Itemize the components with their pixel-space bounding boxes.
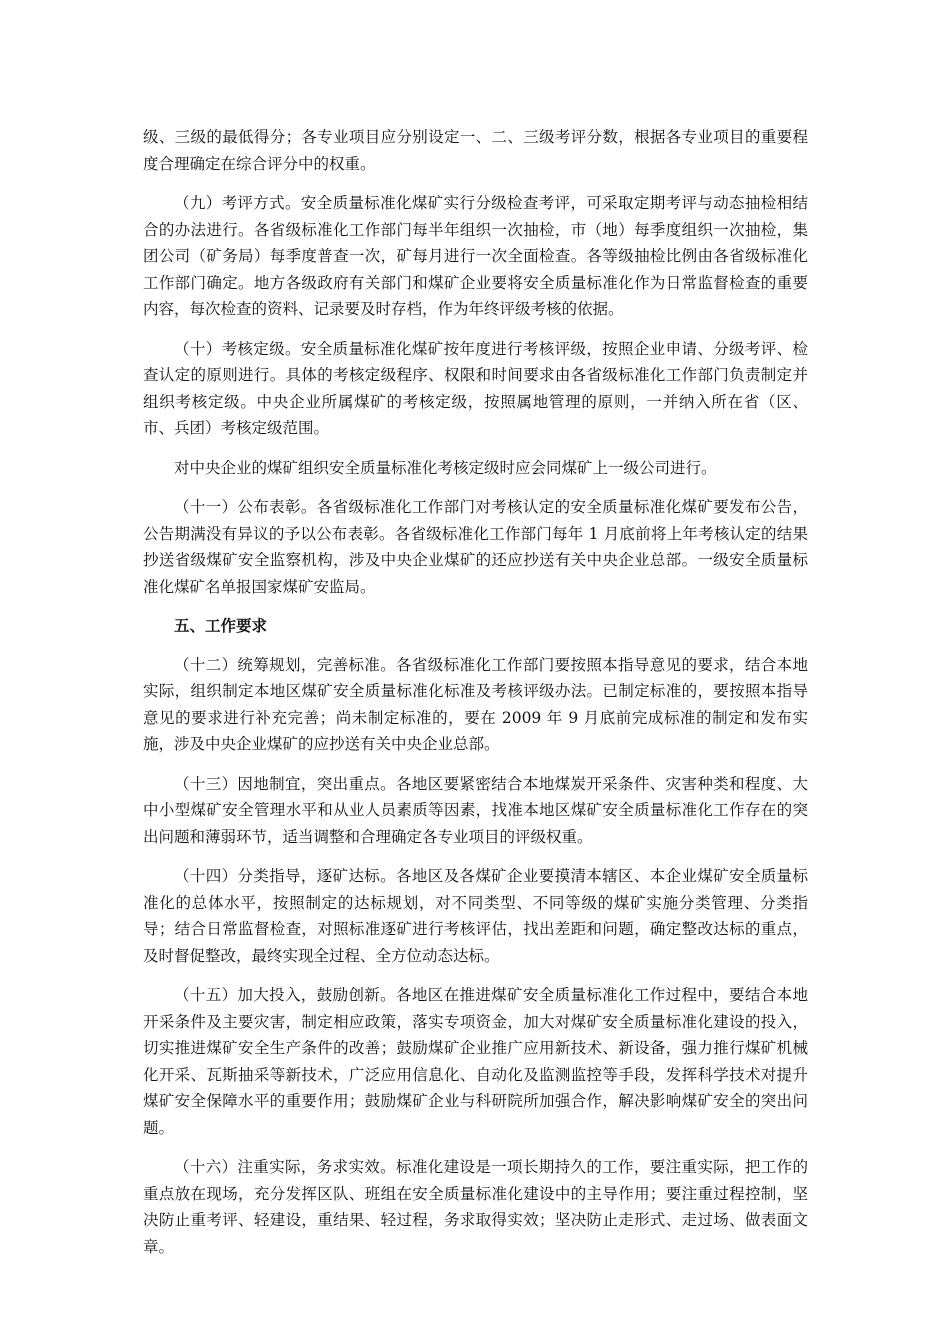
paragraph-continuation: 级、三级的最低得分；各专业项目应分别设定一、二、三级考评分数，根据各专业项目的重要程度合理确定在综合评分中的权重。: [143, 128, 808, 173]
paragraph-item-12: （十二）统筹规划，完善标准。各省级标准化工作部门要按照本指导意见的要求，结合本地实际，组织制定本地区煤矿安全质量标准化标准及考核评级办法。已制定标准的，要按照本指导意见的要求进行补充完善；尚未制定标准的，要在 2009 年 9 月底前完成标准的制定和发布实施，涉及中央企业煤矿的应抄送有关中央企业总部。: [143, 655, 808, 753]
section-heading-work-requirements: 五、工作要求: [174, 617, 268, 635]
paragraph-item-15: （十五）加大投入，鼓励创新。各地区在推进煤矿安全质量标准化工作过程中，要结合本地开采条件及主要灾害，制定相应政策，落实专项资金，加大对煤矿安全质量标准化建设的投入，切实推进煤矿安全生产条件的改善；鼓励煤矿企业推广应用新技术、新设备，强力推行煤矿机械化开采、瓦斯抽采等新技术，广泛应用信息化、自动化及监测监控等手段，发挥科学技术对提升煤矿安全保障水平的重要作用；鼓励煤矿企业与科研院所加强合作，解决影响煤矿安全的突出问题。: [143, 986, 808, 1137]
paragraph-item-11: （十一）公布表彰。各省级标准化工作部门对考核认定的安全质量标准化煤矿要发布公告，公告期满没有异议的予以公布表彰。各省级标准化工作部门每年 1 月底前将上年考核认定的结果抄送省级煤矿安全监察机构，涉及中央企业煤矿的还应抄送有关中央企业总部。一级安全质量标准化煤矿名单报国家煤矿安监局。: [143, 498, 808, 596]
paragraph-item-9: （九）考评方式。安全质量标准化煤矿实行分级检查考评，可采取定期考评与动态抽检相结合的办法进行。各省级标准化工作部门每半年组织一次抽检，市（地）每季度组织一次抽检，集团公司（矿务局）每季度普查一次，矿每月进行一次全面检查。各等级抽检比例由各省级标准化工作部门确定。地方各级政府有关部门和煤矿企业要将安全质量标准化作为日常监督检查的重要内容，每次检查的资料、记录要及时存档，作为年终评级考核的依据。: [143, 194, 808, 318]
paragraph-item-10: （十）考核定级。安全质量标准化煤矿按年度进行考核评级，按照企业申请、分级考评、检查认定的原则进行。具体的考核定级程序、权限和时间要求由各省级标准化工作部门负责制定并组织考核定级。中央企业所属煤矿的考核定级，按照属地管理的原则，一并纳入所在省（区、市、兵团）考核定级范围。: [143, 339, 808, 437]
document-page: [143, 124, 808, 1273]
paragraph-central-enterprise: 对中央企业的煤矿组织安全质量标准化考核定级时应会同煤矿上一级公司进行。: [174, 458, 717, 477]
paragraph-item-14: （十四）分类指导，逐矿达标。各地区及各煤矿企业要摸清本辖区、本企业煤矿安全质量标准化的总体水平，按照制定的达标规划，对不同类型、不同等级的煤矿实施分类管理、分类指导；结合日常监督检查，对照标准逐矿进行考核评估，找出差距和问题，确定整改达标的重点，及时督促整改，最终实现全过程、全方位动态达标。: [143, 867, 808, 965]
paragraph-item-16: （十六）注重实际，务求实效。标准化建设是一项长期持久的工作，要注重实际，把工作的重点放在现场，充分发挥区队、班组在安全质量标准化建设中的主导作用；要注重过程控制，坚决防止重考评、轻建设，重结果、轻过程，务求取得实效；坚决防止走形式、走过场、做表面文章。: [143, 1158, 808, 1256]
paragraph-item-13: （十三）因地制宜，突出重点。各地区要紧密结合本地煤炭开采条件、灾害种类和程度、大中小型煤矿安全管理水平和从业人员素质等因素，找准本地区煤矿安全质量标准化工作存在的突出问题和薄弱环节，适当调整和合理确定各专业项目的评级权重。: [143, 774, 808, 846]
